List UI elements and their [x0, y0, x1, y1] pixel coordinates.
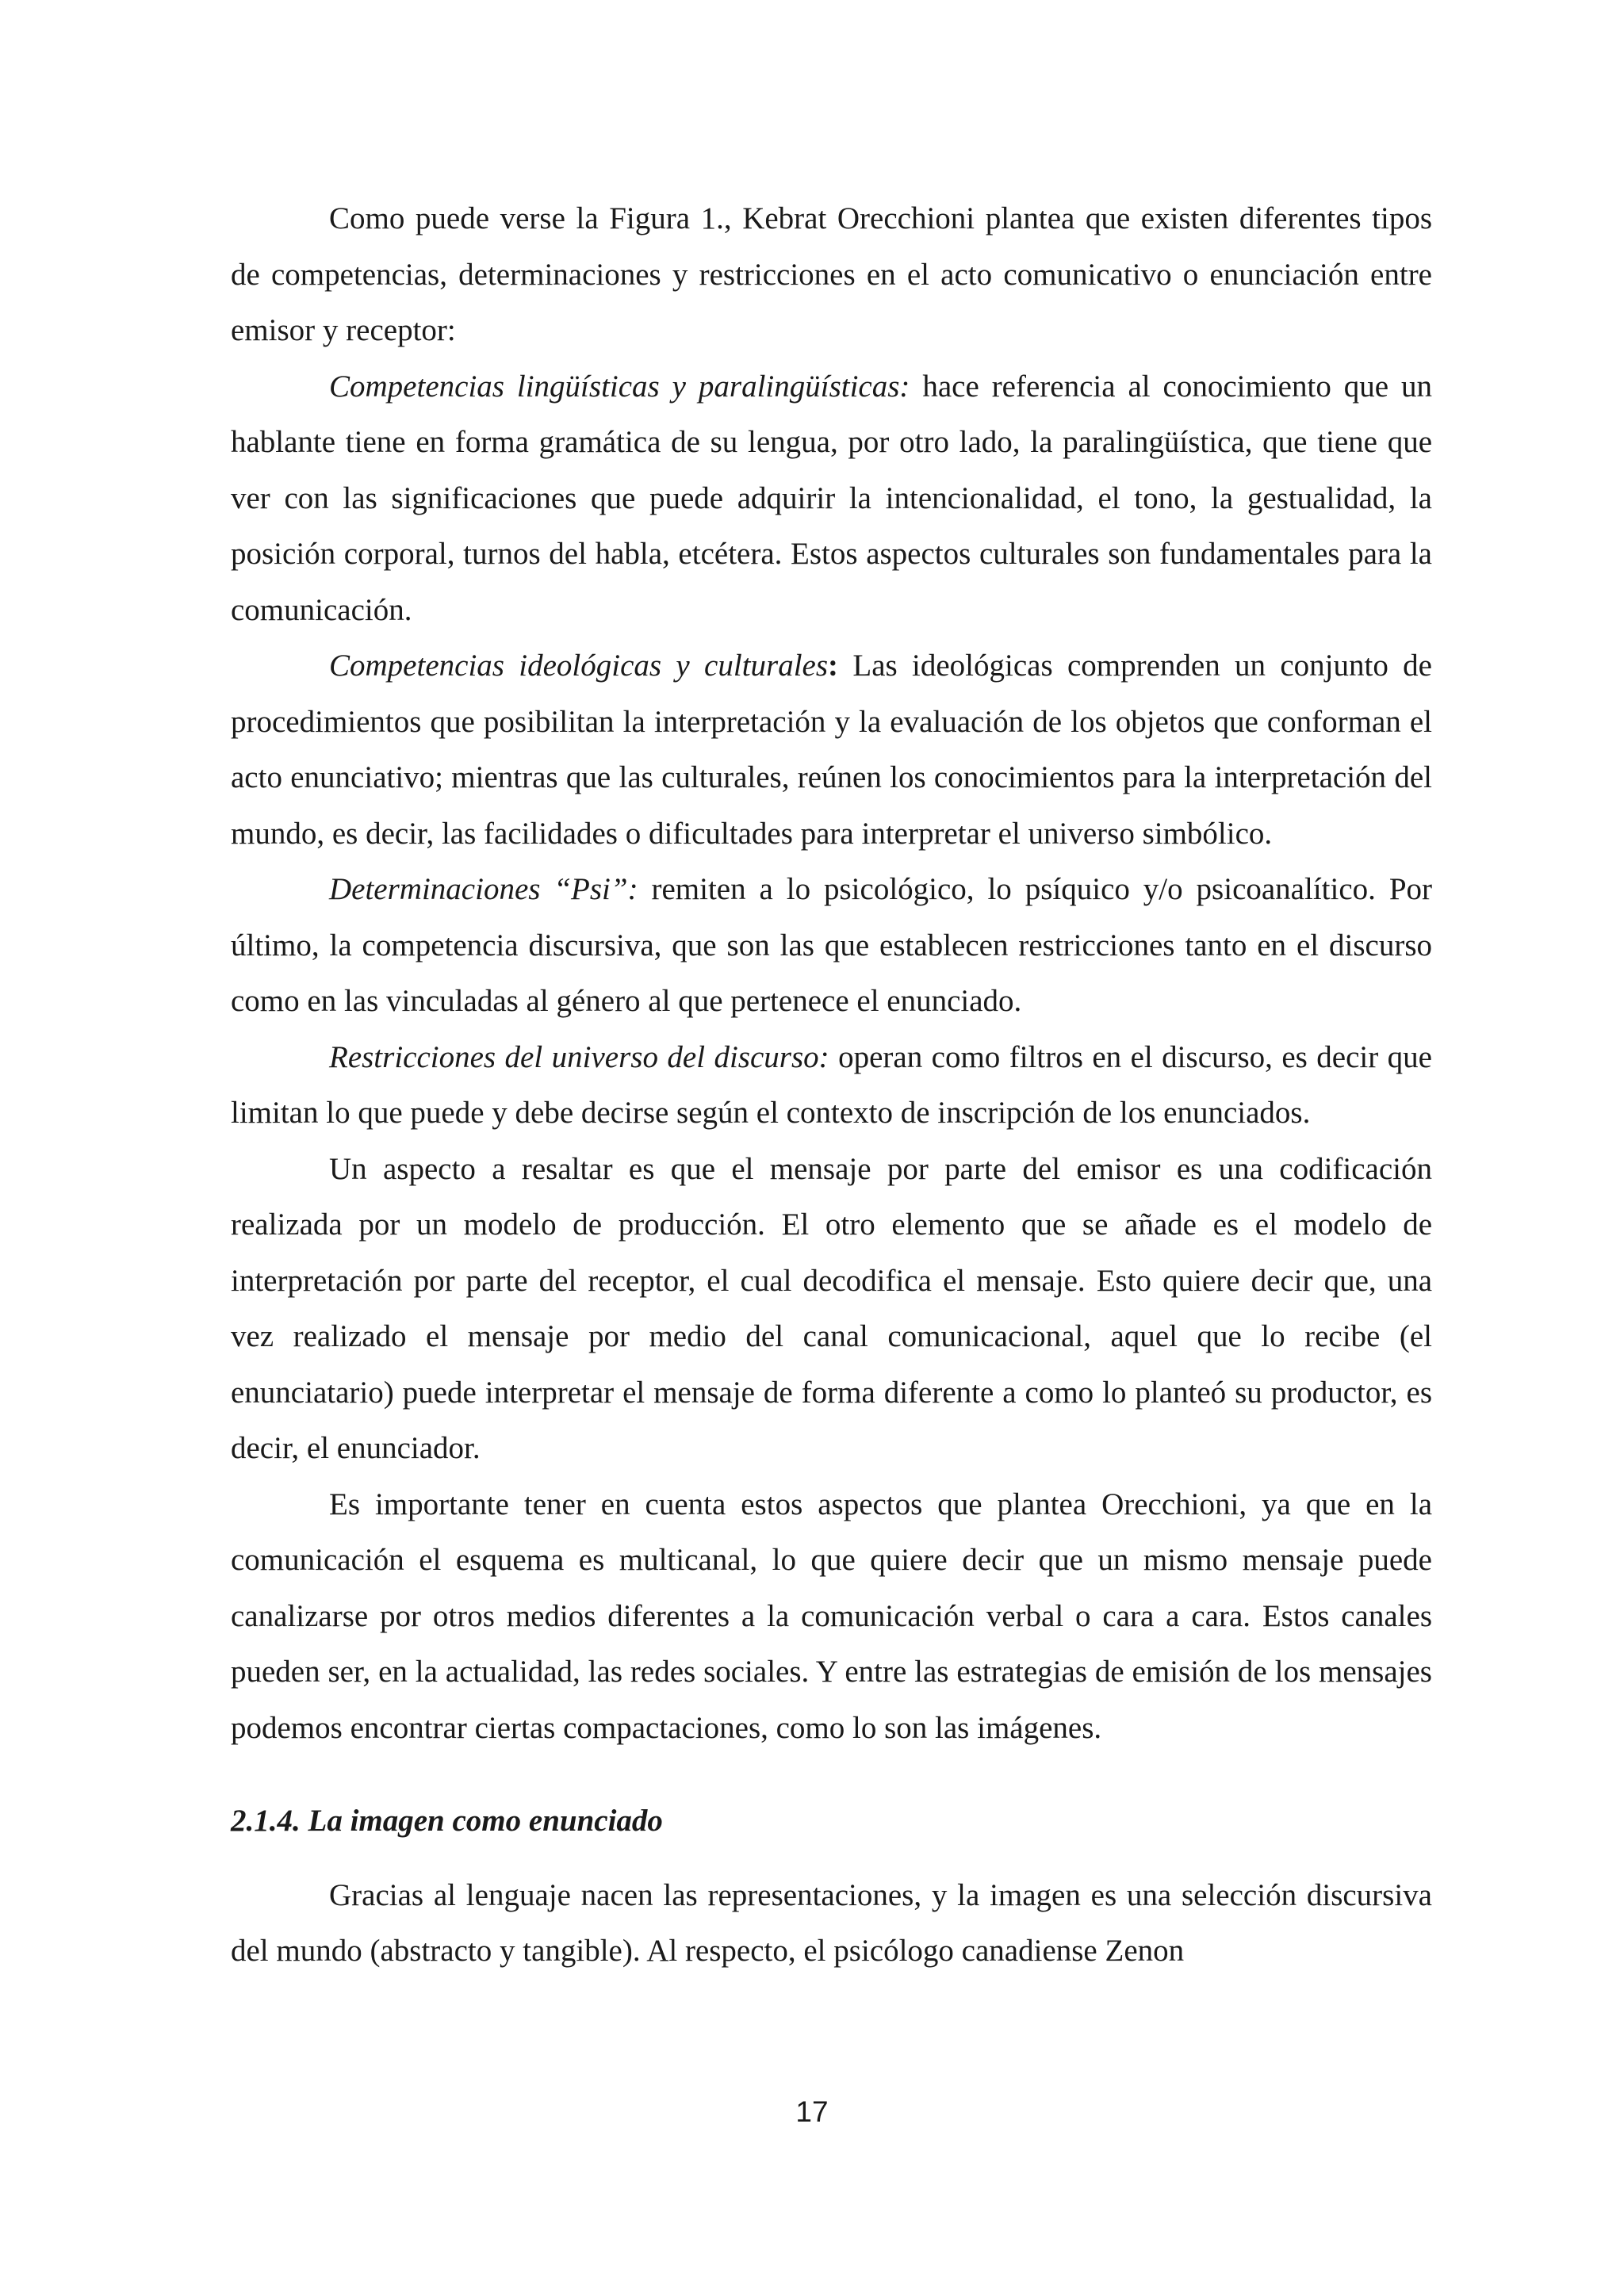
paragraph-text: hace referencia al conocimiento que un hablante tiene en forma gramática de su lengua, por otro lado, la paralingüística, que tiene que ver con las significaciones que puede adquirir la intencionalidad, el tono, la gestualidad, la posición corporal, turnos del habla, etcétera. Estos aspectos culturales son fundamentales para la comunicación. [231, 369, 1432, 627]
term-discourse-restrictions: Restricciones del universo del discurso: [329, 1039, 829, 1074]
paragraph-text: Las ideológicas comprenden un conjunto de procedimientos que posibilitan la interpretación y la evaluación de los objetos que conforman el acto enunciativo; mientras que las culturales, reúnen los conocimientos para la interpretación del mundo, es decir, las facilidades o dificultades para interpretar el universo simbólico. [231, 649, 1432, 851]
term-linguistic-competences: Competencias lingüísticas y paralingüísticas: [329, 369, 910, 404]
page-content [231, 191, 1432, 1980]
paragraph-psi-determinations [231, 862, 1432, 1030]
paragraph-multichannel: Es importante tener en cuenta estos aspectos que plantea Orecchioni, ya que en la comunicación el esquema es multicanal, lo que quiere decir que un mismo mensaje puede canalizarse por otros medios diferentes a la comunicación verbal o cara a cara. Estos canales pueden ser, en la actualidad, las redes sociales. Y entre las estrategias de emisión de los mensajes podemos encontrar ciertas compactaciones, como lo son las imágenes. [231, 1487, 1432, 1745]
paragraph-linguistic-competences [231, 359, 1432, 639]
paragraph-image-as-statement: Gracias al lenguaje nacen las representaciones, y la imagen es una selección discursiva del mundo (abstracto y tangible). Al respecto, el psicólogo canadiense Zenon [231, 1877, 1432, 1968]
paragraph-discourse-restrictions [231, 1030, 1432, 1142]
paragraph-message-coding: Un aspecto a resaltar es que el mensaje por parte del emisor es una codificación realizada por un modelo de producción. El otro elemento que se añade es el modelo de interpretación por parte del receptor, el cual decodifica el mensaje. Esto quiere decir que, una vez realizado el mensaje por medio del canal comunicacional, aquel que lo recibe (el enunciatario) puede interpretar el mensaje de forma diferente a como lo planteó su productor, es decir, el enunciador. [231, 1151, 1432, 1465]
page-number: 17 [795, 2095, 829, 2128]
paragraph-text: remiten a lo psicológico, lo psíquico y/o psicoanalítico. Por último, la competencia discursiva, que son las que establecen restricciones tanto en el discurso como en las vinculadas al género al que pertenece el enunciado. [231, 872, 1432, 1018]
term-ideological-competences: Competencias ideológicas y culturales [329, 649, 829, 683]
section-heading: 2.1.4. La imagen como enunciado [231, 1804, 663, 1838]
term-psi-determinations: Determinaciones “Psi”: [329, 872, 638, 906]
term-colon: : [828, 649, 839, 683]
paragraph-intro: Como puede verse la Figura 1., Kebrat Orecchioni plantea que existen diferentes tipos de competencias, determinaciones y restricciones en el acto comunicativo o enunciación entre emisor y receptor: [231, 201, 1432, 347]
paragraph-text: operan como filtros en el discurso, es decir que limitan lo que puede y debe decirse según el contexto de inscripción de los enunciados. [231, 1039, 1432, 1130]
paragraph-ideological-competences [231, 638, 1432, 862]
